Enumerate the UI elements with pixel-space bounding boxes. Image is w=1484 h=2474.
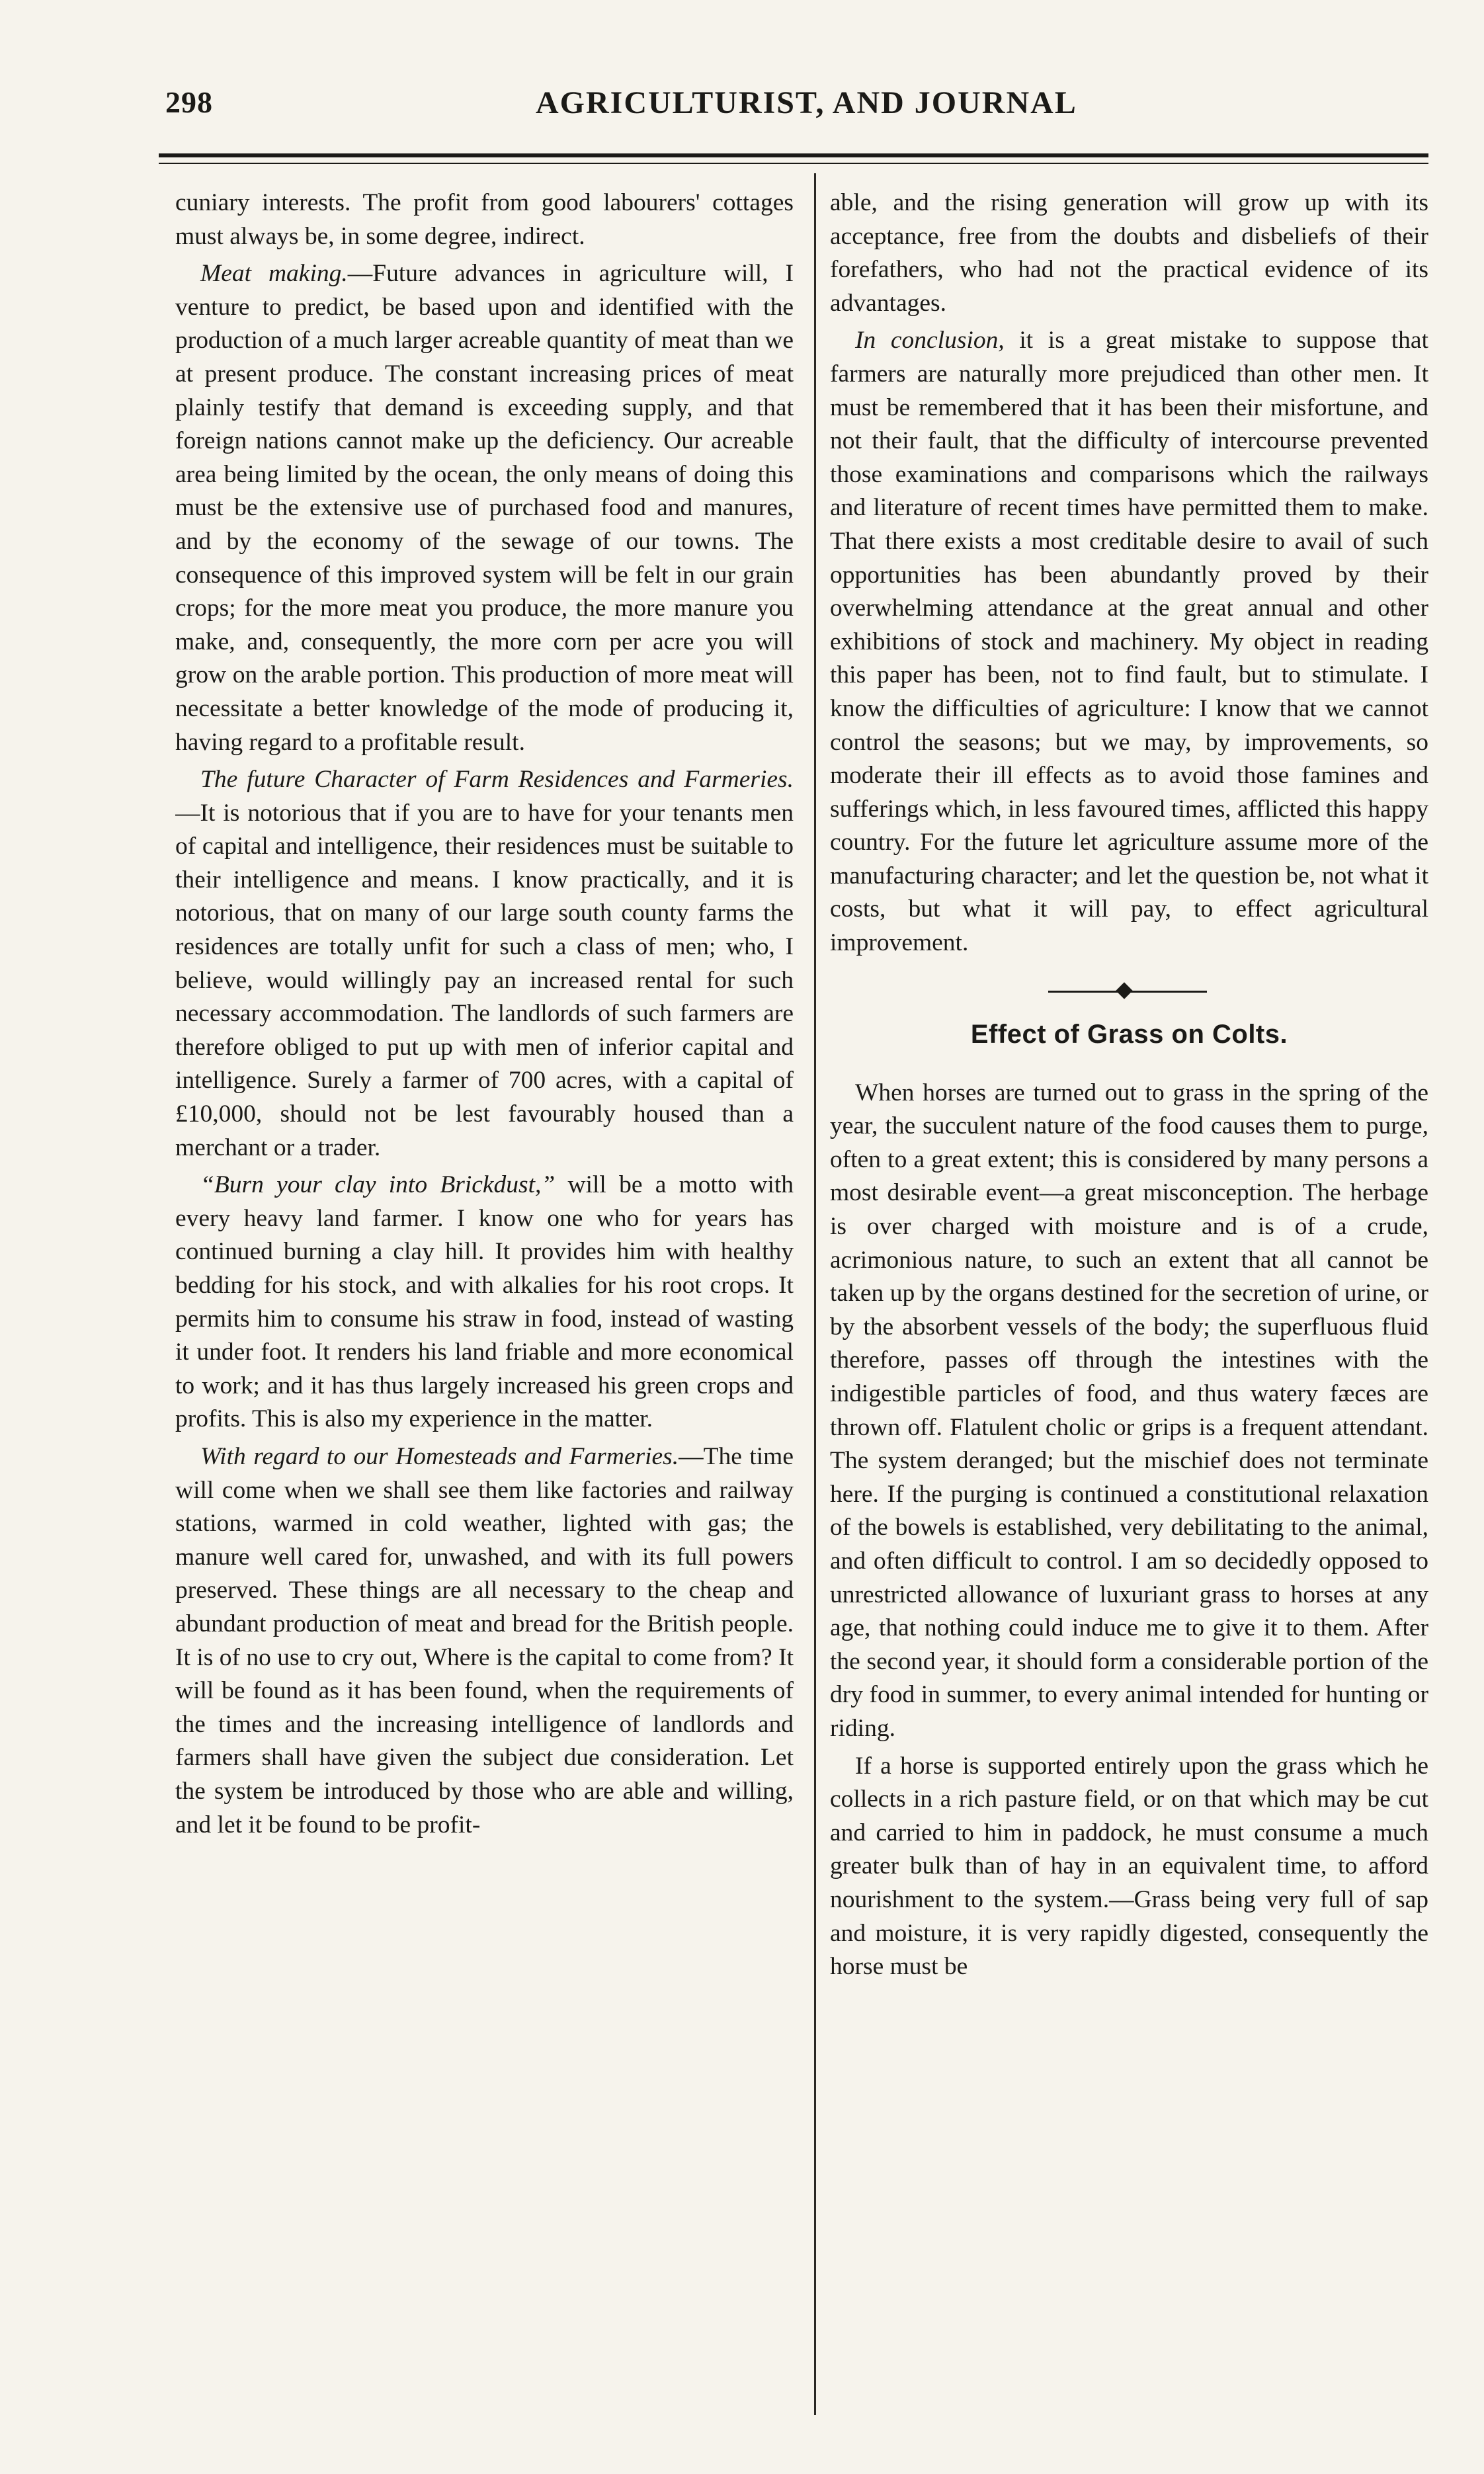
paragraph: [830, 186, 1428, 320]
paragraph-lead: Meat making.: [200, 260, 348, 288]
header-rule-thin: [159, 163, 1428, 164]
paragraph: [175, 1440, 794, 1842]
header-rule-thick: [159, 153, 1428, 157]
paragraph: [175, 763, 794, 1165]
page-number: 298: [165, 85, 213, 119]
running-title: AGRICULTURIST, AND JOURNAL: [536, 85, 1077, 120]
right-column: [830, 186, 1428, 2422]
paragraph-lead: “Burn your clay into Brickdust,”: [200, 1171, 556, 1199]
paragraph-lead: In conclusion,: [855, 327, 1005, 354]
paragraph-text: will be a motto with every heavy land farmer. I know one who for years has continued burning a clay hill. It provides him with healthy bedding for his stock, and with alkalies for his root crops. It permits him to consume his straw in food, instead of wasting it under foot. It renders his land friable and more economical to work; and it has thus largely increased his green crops and profits. This is also my experience in the matter.: [175, 1171, 794, 1433]
paragraph-text: —The time will come when we shall see them like factories and railway stations, warmed in cold weather, lighted with gas; the manure well cared for, unwashed, and with its full powers preserved. These things are all necessary to the cheap and abundant production of meat and bread for the British people. It is of no use to cry out, Where is the capital to come from? It will be found as it has been found, when the requirements of the times and the increasing intelligence of landlords and farmers shall have given the subject due consideration. Let the system be introduced by those who are able and willing, and let it be found to be profit-: [175, 1442, 794, 1838]
paragraph-text: —Future advances in agriculture will, I venture to predict, be based upon and identified with the production of a much larger acreable quantity of meat than we at present produce. The constant increasing prices of meat plainly testify that demand is exceeding supply, and that foreign nations cannot make up the deficiency. Our acreable area being limited by the ocean, the only means of doing this must be the extensive use of purchased food and manures, and by the economy of the sewage of our towns. The consequence of this improved system will be felt in our grain crops; for the more meat you produce, the more manure you make, and, consequently, the more corn per acre you will grow on the arable portion. This production of more meat will necessitate a better knowledge of the mode of producing it, having regard to a profitable result.: [175, 260, 794, 756]
paragraph-text: When horses are turned out to grass in the spring of the year, the succulent nature of the food causes them to purge, often to a great extent; this is considered by many persons a most desirable event—a great misconception. The herbage is over charged with moisture and is of a crude, acrimonious nature, to such an extent that all cannot be taken up by the organs destined for the secretion of urine, or by the absorbent vessels of the body; the superfluous fluid therefore, passes off through the intestines with the indigestible particles of food, and thus watery fæces are thrown off. Flatulent cholic or grips is a frequent attendant. The system deranged; but the mischief does not terminate here. If the purging is continued a constitutional relaxation of the bowels is established, very debilitating to the animal, and often difficult to control. I am so decidedly opposed to unrestricted allowance of luxuriant grass to horses at any age, that nothing could induce me to give it to them. After the second year, it should form a considerable portion of the dry food in summer, to every animal intended for hunting or riding.: [830, 1079, 1428, 1742]
paragraph-text: able, and the rising generation will grow up with its acceptance, free from the doubts and disbeliefs of their forefathers, who had not the practical evidence of its advantages.: [830, 189, 1428, 317]
page-header: [165, 85, 1422, 138]
paragraph: [830, 324, 1428, 960]
paragraph: [175, 1169, 794, 1436]
paragraph-text: cuniary interests. The profit from good labourers' cottages must always be, in some degree, indirect.: [175, 189, 794, 250]
paragraph-text: —It is notorious that if you are to have for your tenants men of capital and intelligence, their residences must be suitable to their intelligence and means. I know practically, and it is notorious, that on many of our large south county farms the residences are totally unfit for such a class of men; who, I believe, would willingly pay an increased rental for such necessary accommodation. The landlords of such farmers are therefore obliged to put up with men of inferior capital and intelligence. Surely a farmer of 700 acres, with a capital of £10,000, should not be lest favourably housed than a merchant or a trader.: [175, 799, 794, 1161]
section-divider: [830, 973, 1428, 1010]
divider-diamond-icon: [1116, 982, 1132, 999]
paragraph: [830, 1077, 1428, 1746]
paragraph-text: If a horse is supported entirely upon the grass which he collects in a rich pasture field, or on that which may be cut and carried to him in paddock, he must consume a much greater bulk than of hay in an equivalent time, to afford nourishment to the system.—Grass being very full of sap and moisture, it is very rapidly digested, consequently the horse must be: [830, 1752, 1428, 1981]
section-title: Effect of Grass on Colts.: [970, 1019, 1288, 1049]
left-column: [175, 186, 794, 2422]
paragraph: [175, 257, 794, 759]
paragraph: [830, 1750, 1428, 1984]
column-divider: [814, 173, 816, 2415]
paragraph-lead: The future Character of Farm Residences and Farmeries.: [200, 766, 794, 794]
paragraph-text: it is a great mistake to suppose that farmers are naturally more prejudiced than other men. It must be remembered that it has been their misfortune, and not their fault, that the difficulty of intercourse prevented those examinations and comparisons which the railways and literature of recent times have permitted them to make. That there exists a most creditable desire to avail of such opportunities has been abundantly proved by their overwhelming attendance at the great annual and other exhibitions of stock and machinery. My object in reading this paper has been, not to find fault, but to stimulate. I know the difficulties of agriculture: I know that we cannot control the seasons; but we may, by improvements, so moderate their ill effects as to avoid those famines and sufferings which, in less favoured times, afflicted this happy country. For the future let agriculture assume more of the manufacturing character; and let the question be, not what it costs, but what it will pay, to effect agricultural improvement.: [830, 327, 1428, 957]
paragraph-lead: With regard to our Homesteads and Farmeries.: [200, 1442, 679, 1470]
paragraph: [175, 186, 794, 253]
